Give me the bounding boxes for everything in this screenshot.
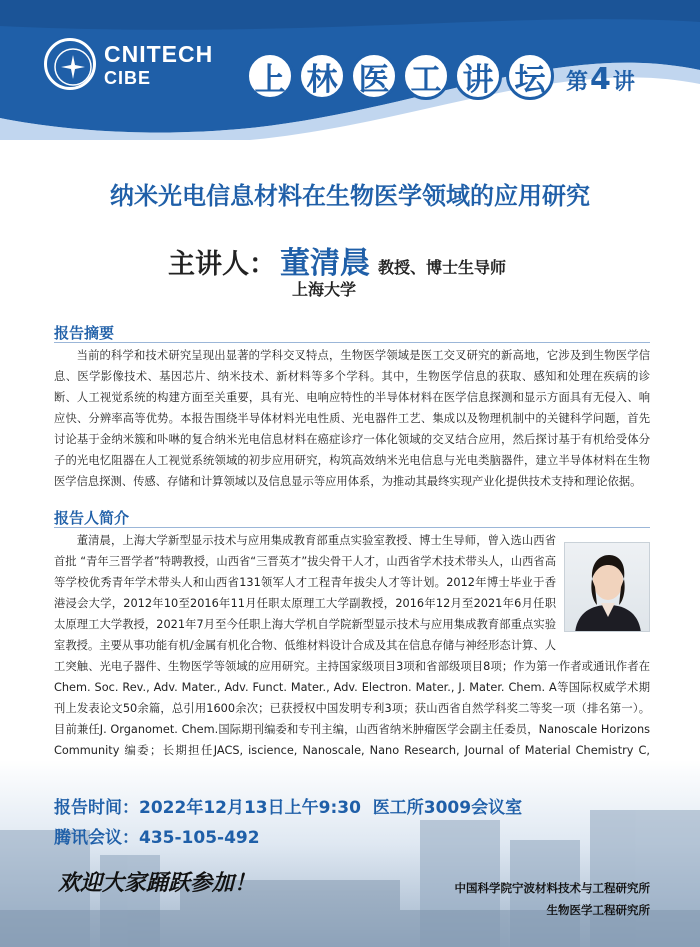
forum-char: 讲	[454, 52, 502, 100]
forum-title	[246, 52, 554, 100]
lecture-number	[566, 62, 635, 97]
speaker-portrait-icon	[565, 543, 650, 632]
forum-char: 医	[350, 52, 398, 100]
talk-title: 纳米光电信息材料在生物医学领域的应用研究	[110, 182, 590, 210]
speaker-organization: 上海大学	[292, 280, 357, 299]
abstract-divider	[54, 342, 650, 343]
bio-divider	[54, 527, 650, 528]
forum-char: 上	[246, 52, 294, 100]
speaker-line	[168, 238, 506, 282]
lecture-prefix: 第	[566, 70, 589, 95]
lecture-number-value: 4	[590, 62, 611, 97]
lecture-suffix: 讲	[612, 70, 635, 95]
institute-logo	[44, 38, 96, 90]
forum-char: 林	[298, 52, 346, 100]
forum-char: 工	[402, 52, 450, 100]
meeting-label: 腾讯会议：	[54, 828, 139, 848]
speaker-prefix: 主讲人：	[168, 249, 276, 280]
abstract-text: 当前的科学和技术研究呈现出显著的学科交叉特点，生物医学领域是医工交叉研究的新高地，它涉及到生物医学信息、医学影像技术、基因芯片、纳米技术、新材料等多个学科。其中，生物医学信息的获取、感知和处理在疾病的诊断、人工视觉系统的构建方面至关重要，具有光、电响应特性的半导体材料在医学信息探测和显示方面具有无侵入、响应快、分辨率高等优势。本报告围绕半导体材料光电性质、光电器件工艺、集成以及物理机制中的关键科学问题，首先讨论基于金纳米簇和卟啉的复合纳米光电信息材料在癌症诊疗一体化领域的交叉结合应用，然后探讨基于有机给受体分子的光电忆阻器在人工视觉系统领域的初步应用研究，构筑高效纳米光电信息与光电类脑器件，建立半导体材料在生物医学信息探测、传感、存储和计算领域以及信息显示等应用体系，为推动其最终实现产业化提供技术支持和理论依据。	[54, 349, 650, 488]
speaker-name: 董清晨	[280, 246, 370, 281]
meeting-id: 435-105-492	[139, 828, 260, 848]
header-banner	[0, 0, 700, 140]
organizer-line-2: 生物医学工程研究所	[546, 903, 650, 917]
organizer-line-1: 中国科学院宁波材料技术与工程研究所	[454, 881, 650, 895]
campus-background	[0, 760, 700, 947]
logo-wordmark	[104, 42, 213, 90]
speaker-titles: 教授、博士生导师	[378, 258, 507, 277]
logo-line-cibe: CIBE	[104, 68, 152, 88]
meeting-line	[54, 823, 260, 848]
event-time-label: 报告时间：	[54, 798, 139, 818]
abstract-heading: 报告摘要	[54, 324, 115, 342]
logo-line-cnitech: CNITECH	[104, 41, 214, 67]
speaker-photo	[564, 542, 650, 632]
welcome-message: 欢迎大家踊跃参加！	[58, 870, 257, 896]
event-time-value: 2022年12月13日上午9:30	[139, 798, 361, 818]
forum-char: 坛	[506, 52, 554, 100]
bio-heading: 报告人简介	[54, 509, 130, 527]
bio-text: 董清晨，上海大学新型显示技术与应用集成教育部重点实验室教授、博士生导师，曾入选山西省首批 “青年三晋学者”特聘教授，山西省“三晋英才”拔尖骨干人才，山西省学术技术带头人，山西省高等学校优秀青年学术带头人和山西省131领军人才工程青年拔尖人才等计划。2012年博士毕业于香港浸会大学，2012年10至2016年11月任职太原理工大学副教授，2016年12月至2021年6月任职太原理工大学教授，2021年7月至今任职上海大学机自学院新型显示技术与应用集成教育部重点实验室教授。主要从事功能有机/金属有机化合物、低维材料设计合成及其在信息存储与神经形态计算、人工突触、光电子器件、生物医学等领域的应用研究。主持国家级项目3项和省部级项目8项；作为第一作者或通讯作者在Chem. Soc. Rev., Adv. Mater., Adv. Funct. Mater., Adv. Electron. Mater., J. Mater. Chem. A等国际权威学术期刊上发表论文50余篇，总引用1600余次；已获授权中国发明专利3项；获山西省自然学科奖二等奖一项（排名第一）。目前兼任J. Organomet. Chem.国际期刊编委和专刊主编，山西省纳米肿瘤医学会副主任委员，Nanoscale Horizons Community 编委；长期担任JACS, iscience, Nanoscale, Nano Research, Journal of Material Chemistry C,	[54, 534, 650, 757]
bio-block	[54, 530, 650, 782]
institute-logo-icon	[53, 47, 93, 87]
event-time-line	[54, 793, 522, 818]
event-venue: 医工所3009会议室	[372, 798, 523, 818]
